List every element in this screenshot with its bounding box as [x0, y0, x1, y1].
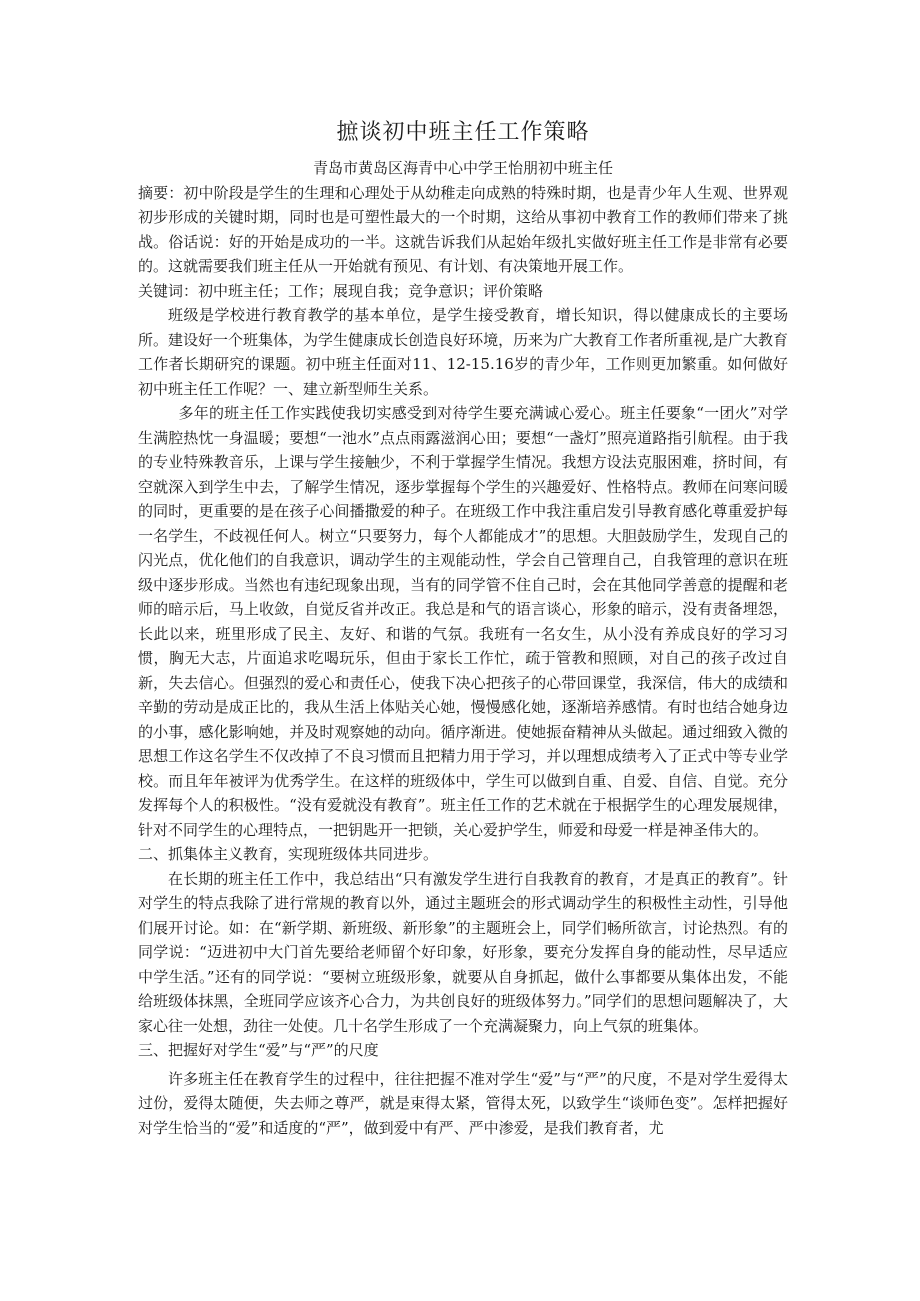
- section-heading-2: 二、抓集体主义教育，实现班级体共同进步。: [138, 845, 439, 863]
- abstract-paragraph: 摘要：初中阶段是学生的生理和心理处于从幼稚走向成熟的特殊时期，也是青少年人生观、世界观初步形成的关键时期，同时也是可塑性最大的一个时期，这给从事初中教育工作的教师们带来了挑战。俗话说：好的开始是成功的一半。这就告诉我们从起始年级扎实做好班主任工作是非常有必要的。这就需要我们班主任从一开始就有预见、有计划、有决策地开展工作。: [138, 183, 788, 275]
- body-paragraph-4: 许多班主任在教育学生的过程中，往往把握不准对学生“爱”与“严”的尺度，不是对学生爱得太过份，爱得太随便，失去师之尊严，就是束得太紧，管得太死，以致学生“谈师色变”。怎样把握好对学生恰当的“爱”和适度的“严”，做到爱中有严、严中渗爱，是我们教育者，尤: [138, 1069, 788, 1137]
- document-page: [138, 118, 788, 1140]
- keywords-line: 关键词：初中班主任；工作；展现自我；竞争意识；评价策略: [138, 281, 544, 300]
- document-title: 摭谈初中班主任工作策略: [336, 120, 590, 145]
- body-paragraph-2: 多年的班主任工作实践使我切实感受到对待学生要充满诚心爱心。班主任要象“一团火”对学生满腔热忱一身温暖；要想“一池水”点点雨露滋润心田；要想“一盏灯”照亮道路指引航程。由于我的专业特殊教音乐，上课与学生接触少，不利于掌握学生情况。我想方设法克服困难，挤时间，有空就深入到学生中去，了解学生情况，逐步掌握每个学生的兴趣爱好、性格特点。教师在问寒问暖的同时，更重要的是在孩子心间播撒爱的种子。在班级工作中我注重启发引导教育感化尊重爱护每一名学生，不歧视任何人。树立“只要努力，每个人都能成才”的思想。大胆鼓励学生，发现自己的闪光点，优化他们的自我意识，调动学生的主观能动性，学会自己管理自己，自我管理的意识在班级中逐步形成。当然也有违纪现象出现，当有的同学管不住自己时，会在其他同学善意的提醒和老师的暗示后，马上收敛，自觉反省并改正。我总是和气的语言谈心，形象的暗示，没有责备埋怨，长此以来，班里形成了民主、友好、和谐的气氛。我班有一名女生，从小没有养成良好的学习习惯，胸无大志，片面追求吃喝玩乐，但由于家长工作忙，疏于管教和照顾，对自己的孩子改过自新，失去信心。但强烈的爱心和责任心，使我下决心把孩子的心带回课堂，我深信，伟大的成绩和辛勤的劳动是成正比的，我从生活上体贴关心她，慢慢感化她，逐渐培养感情。有时也结合她身边的小事，感化影响她，并及时观察她的动向。循序渐进。使她振奋精神从头做起。通过细致入微的思想工作这名学生不仅改掉了不良习惯而且把精力用于学习，并以理想成绩考入了正式中等专业学校。而且年年被评为优秀学生。在这样的班级体中，学生可以做到自重、自爱、自信、自觉。充分发挥每个人的积极性。“没有爱就没有教育”。班主任工作的艺术就在于根据学生的心理发展规律，针对不同学生的心理特点，一把钥匙开一把锁，关心爱护学生，师爱和母爱一样是神圣伟大的。: [138, 404, 788, 839]
- body-paragraph-1: 班级是学校进行教育教学的基本单位，是学生接受教育，增长知识，得以健康成长的主要场所。建设好一个班集体，为学生健康成长创造良好环境，历来为广大教育工作者所重视,是广大教育工作者长期研究的课题。初中班主任面对11、12-15.16岁的青少年，工作则更加繁重。如何做好初中班主任工作呢？一、建立新型师生关系。: [138, 306, 788, 398]
- section-heading-3: 三、把握好对学生“爱”与“严”的尺度: [138, 1041, 379, 1059]
- author-line: 青岛市黄岛区海青中心中学王怡朋初中班主任: [312, 159, 613, 177]
- body-paragraph-3: 在长期的班主任工作中，我总结出“只有激发学生进行自我教育的教育，才是真正的教育”。针对学生的特点我除了进行常规的教育以外，通过主题班会的形式调动学生的积极性主动性，引导他们展开讨论。如：在“新学期、新班级、新形象”的主题班会上，同学们畅所欲言，讨论热烈。有的同学说：“迈进初中大门首先要给老师留个好印象，好形象，要充分发挥自身的能动性，尽早适应中学生活。”还有的同学说：“要树立班级形象，就要从自身抓起，做什么事都要从集体出发，不能给班级体抹黑，全班同学应该齐心合力，为共创良好的班级体努力。”同学们的思想问题解决了，大家心往一处想，劲往一处使。几十名学生形成了一个充满凝聚力，向上气氛的班集体。: [138, 869, 788, 1035]
